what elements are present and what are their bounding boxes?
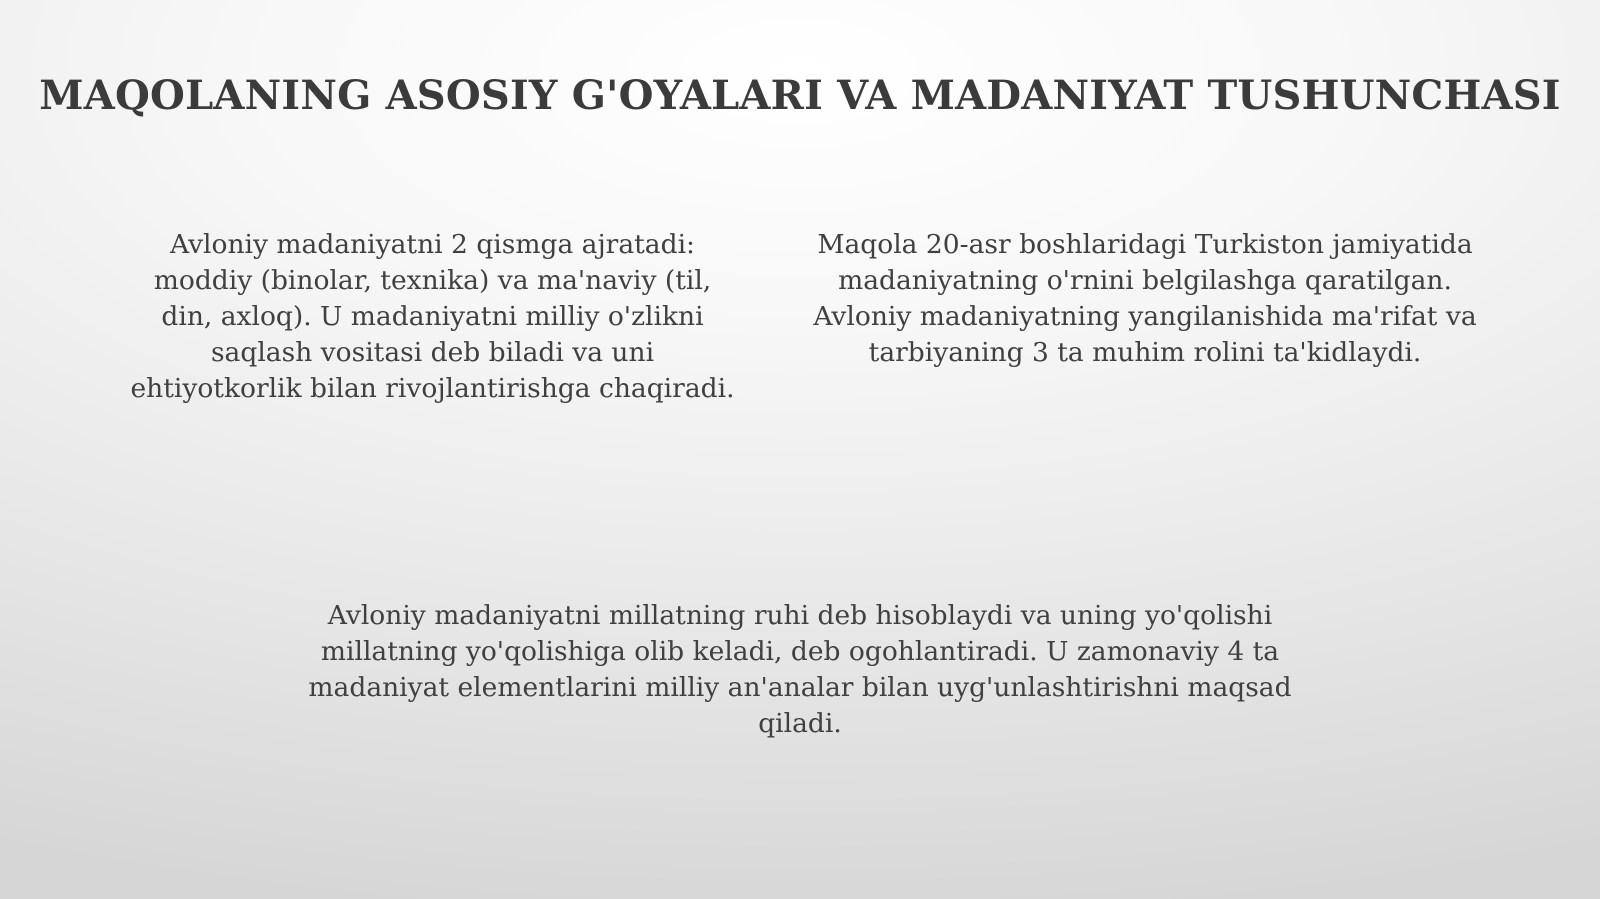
paragraph-culture-parts: Avloniy madaniyatni 2 qismga ajratadi: moddiy (binolar, texnika) va ma'naviy (til, din, axloq). U madaniyatni milliy o'zlikni saqlash vositasi deb biladi va uni ehtiyotkorlik bilan rivojlantirishga chaqiradi. [130, 229, 735, 404]
paragraph-nation-spirit: Avloniy madaniyatni millatning ruhi deb hisoblaydi va uning yo'qolishi millatning yo'qolishiga olib keladi, deb ogohlantiradi. U zamonaviy 4 ta madaniyat elementlarini milliy an'analar bilan uyg'unlashtirishni maqsad qiladi. [308, 600, 1292, 739]
paragraph-article-aim: Maqola 20-asr boshlaridagi Turkiston jamiyatida madaniyatning o'rnini belgilashga qaratilgan. Avloniy madaniyatning yangilanishida ma'rifat va tarbiyaning 3 ta muhim rolini ta'kidlaydi. [813, 229, 1477, 368]
slide-title: MAQOLANING ASOSIY G'OYALARI VA MADANIYAT TUSHUNCHASI [39, 72, 1561, 119]
